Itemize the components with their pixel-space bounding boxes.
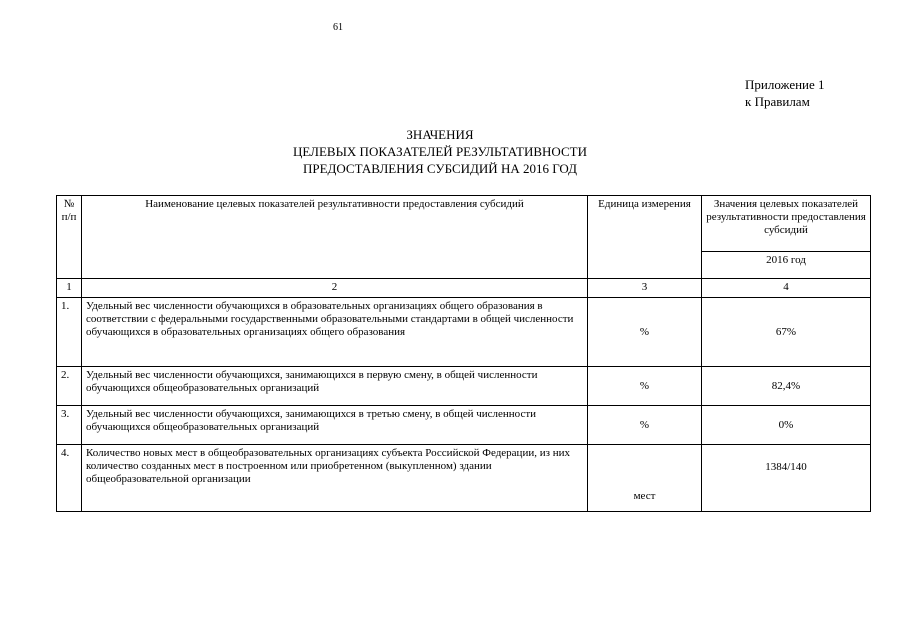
table-row: [57, 367, 871, 406]
header-year: 2016 год: [702, 252, 871, 279]
title-line-2: ЦЕЛЕВЫХ ПОКАЗАТЕЛЕЙ РЕЗУЛЬТАТИВНОСТИ: [293, 144, 587, 159]
row-unit: %: [588, 298, 702, 367]
column-number: 1: [57, 279, 82, 298]
header-value: Значения целевых показателей результативности предоставления субсидий: [702, 196, 871, 252]
appendix-line-2: к Правилам: [745, 94, 810, 109]
row-number: 1.: [57, 298, 82, 367]
row-unit: %: [588, 367, 702, 406]
row-unit: мест: [588, 445, 702, 512]
indicators-table: [56, 195, 871, 512]
row-number: 4.: [57, 445, 82, 512]
document-title: [0, 126, 905, 177]
table-header-row: [57, 196, 871, 252]
row-indicator-name: Удельный вес численности обучающихся, занимающихся в первую смену, в общей численности обучающихся общеобразовательных организаций: [82, 367, 588, 406]
row-value: 0%: [702, 406, 871, 445]
row-indicator-name: Количество новых мест в общеобразовательных организациях субъекта Российской Федерации, из них количество созданных мест в построенном или приобретенном (выкупленном) здании общеобразовательной организации: [82, 445, 588, 512]
table-row: [57, 445, 871, 512]
row-number: 3.: [57, 406, 82, 445]
appendix-line-1: Приложение 1: [745, 77, 825, 92]
row-value: 1384/140: [702, 445, 871, 512]
column-number: 4: [702, 279, 871, 298]
column-number: 3: [588, 279, 702, 298]
header-num: № п/п: [57, 196, 82, 279]
row-value: 67%: [702, 298, 871, 367]
page-number: 61: [333, 22, 343, 33]
row-indicator-name: Удельный вес численности обучающихся в образовательных организациях общего образования в соответствии с федеральными государственными образовательными стандартами в общей численности обучающихся в образовательных организациях общего образования: [82, 298, 588, 367]
row-unit: %: [588, 406, 702, 445]
table-row: [57, 298, 871, 367]
appendix-reference: [745, 76, 825, 110]
title-line-3: ПРЕДОСТАВЛЕНИЯ СУБСИДИЙ НА 2016 ГОД: [302, 161, 578, 176]
table-row: [57, 406, 871, 445]
title-line-1: ЗНАЧЕНИЯ: [406, 127, 474, 142]
row-indicator-name: Удельный вес численности обучающихся, занимающихся в третью смену, в общей численности обучающихся общеобразовательных организаций: [82, 406, 588, 445]
column-number: 2: [82, 279, 588, 298]
row-number: 2.: [57, 367, 82, 406]
column-number-row: [57, 279, 871, 298]
row-value: 82,4%: [702, 367, 871, 406]
header-unit: Единица измерения: [588, 196, 702, 279]
header-name: Наименование целевых показателей результативности предоставления субсидий: [82, 196, 588, 279]
